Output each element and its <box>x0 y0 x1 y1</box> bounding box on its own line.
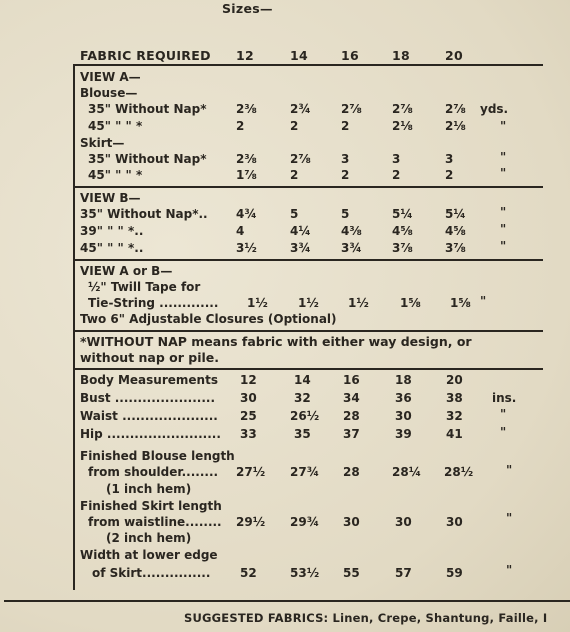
row-label: 35" Without Nap*.. <box>80 207 208 221</box>
unit: " <box>500 239 507 253</box>
blouse-hem-note: (1 inch hem) <box>106 482 192 496</box>
cell: 30 <box>395 409 412 423</box>
view-ab-title: VIEW A or B— <box>80 264 173 278</box>
cell: 33 <box>240 427 257 441</box>
cell: 28½ <box>444 465 474 479</box>
size-header: 12 <box>236 48 254 63</box>
row-label: Hip ......................... <box>80 427 221 441</box>
suggested-fabrics: SUGGESTED FABRICS: Linen, Crepe, Shantung, Faille, I <box>184 611 548 625</box>
cell: 1½ <box>348 296 369 310</box>
cell: 2¾ <box>290 102 311 116</box>
cell: 28 <box>343 465 360 479</box>
row-label: Bust ...................... <box>80 391 216 405</box>
cell: 3 <box>445 152 454 166</box>
cell: 3¾ <box>290 241 311 255</box>
blouse-length-label: Finished Blouse length <box>80 449 235 463</box>
cell: 5¼ <box>445 207 466 221</box>
cell: 30 <box>395 515 412 529</box>
unit: " <box>500 166 507 180</box>
row-label: 35" Without Nap* <box>88 152 207 166</box>
unit: " <box>506 563 513 577</box>
unit: " <box>500 205 507 219</box>
row-label: 45" " " * <box>88 168 143 182</box>
cell: 3⅞ <box>445 241 466 255</box>
tie-string-label: Tie-String ............. <box>88 296 219 310</box>
cell: 29½ <box>236 515 266 529</box>
size-header: 14 <box>294 373 311 387</box>
cell: 3½ <box>236 241 257 255</box>
cell: 4¼ <box>290 224 311 238</box>
unit: yds. <box>480 102 509 116</box>
size-header: 14 <box>290 48 308 63</box>
cell: 5 <box>341 207 350 221</box>
body-measurements-label: Body Measurements <box>80 373 218 387</box>
skirt-length-label-cont: from waistline........ <box>88 515 222 529</box>
cell: 55 <box>343 566 360 580</box>
unit: ins. <box>492 391 517 405</box>
unit: " <box>506 463 513 477</box>
without-nap-note: *WITHOUT NAP means fabric with either way design, or <box>80 334 472 349</box>
fabric-required-heading: FABRIC REQUIRED <box>80 48 211 63</box>
view-a-title: VIEW A— <box>80 70 141 84</box>
cell: 1½ <box>247 296 268 310</box>
cell: 3 <box>392 152 401 166</box>
cell: 38 <box>446 391 463 405</box>
cell: 4⅜ <box>341 224 362 238</box>
twill-tape-label: ½" Twill Tape for <box>88 280 201 294</box>
cell: 35 <box>294 427 311 441</box>
cell: 2 <box>341 168 350 182</box>
skirt-hem-note: (2 inch hem) <box>106 531 192 545</box>
cell: 4⅝ <box>392 224 413 238</box>
cell: 4 <box>236 224 245 238</box>
cell: 2⅛ <box>445 119 466 133</box>
row-label: 45" " " * <box>88 119 143 133</box>
cell: 28¼ <box>392 465 422 479</box>
cell: 1⅝ <box>450 296 471 310</box>
cell: 2⅞ <box>392 102 413 116</box>
cell: 5¼ <box>392 207 413 221</box>
width-label-cont: of Skirt............... <box>92 566 211 580</box>
cell: 2 <box>290 119 299 133</box>
cell: 37 <box>343 427 360 441</box>
cell: 2 <box>445 168 454 182</box>
cell: 30 <box>240 391 257 405</box>
row-label: 35" Without Nap* <box>88 102 207 116</box>
size-header: 20 <box>445 48 463 63</box>
cell: 2⅛ <box>392 119 413 133</box>
cell: 4¾ <box>236 207 257 221</box>
unit: " <box>500 119 507 133</box>
cell: 2 <box>236 119 245 133</box>
divider <box>73 64 543 66</box>
cell: 52 <box>240 566 257 580</box>
cell: 32 <box>294 391 311 405</box>
unit: " <box>500 222 507 236</box>
skirt-label: Skirt— <box>80 136 125 150</box>
cell: 4⅝ <box>445 224 466 238</box>
cell: 53½ <box>290 566 320 580</box>
cell: 2⅞ <box>445 102 466 116</box>
skirt-length-label: Finished Skirt length <box>80 499 222 513</box>
cell: 26½ <box>290 409 320 423</box>
cell: 27¾ <box>290 465 320 479</box>
cell: 25 <box>240 409 257 423</box>
unit: " <box>500 150 507 164</box>
size-header: 18 <box>395 373 412 387</box>
cell: 29¾ <box>290 515 320 529</box>
size-header: 20 <box>446 373 463 387</box>
row-label: Waist ..................... <box>80 409 218 423</box>
row-label: 45" " " *.. <box>80 241 144 255</box>
cell: 36 <box>395 391 412 405</box>
cell: 34 <box>343 391 360 405</box>
view-b-title: VIEW B— <box>80 191 141 205</box>
closures-note: Two 6" Adjustable Closures (Optional) <box>80 312 337 326</box>
width-label: Width at lower edge <box>80 548 218 562</box>
divider <box>73 368 543 370</box>
cell: 3⅞ <box>392 241 413 255</box>
cell: 41 <box>446 427 463 441</box>
size-header: 16 <box>341 48 359 63</box>
cell: 2⅜ <box>236 102 257 116</box>
unit: " <box>480 294 487 308</box>
cell: 30 <box>343 515 360 529</box>
divider <box>73 330 543 332</box>
cell: 32 <box>446 409 463 423</box>
cell: 39 <box>395 427 412 441</box>
size-header: 18 <box>392 48 410 63</box>
cell: 3¾ <box>341 241 362 255</box>
divider <box>73 259 543 261</box>
size-header: 12 <box>240 373 257 387</box>
unit: " <box>500 407 507 421</box>
cell: 1½ <box>298 296 319 310</box>
cell: 30 <box>446 515 463 529</box>
blouse-label: Blouse— <box>80 86 138 100</box>
row-label: 39" " " *.. <box>80 224 144 238</box>
size-header: 16 <box>343 373 360 387</box>
cell: 2⅜ <box>236 152 257 166</box>
cell: 57 <box>395 566 412 580</box>
cell: 27½ <box>236 465 266 479</box>
cell: 28 <box>343 409 360 423</box>
cell: 59 <box>446 566 463 580</box>
footer-rule <box>4 600 570 602</box>
cell: 2⅞ <box>341 102 362 116</box>
cell: 5 <box>290 207 299 221</box>
blouse-length-label-cont: from shoulder........ <box>88 465 219 479</box>
cell: 3 <box>341 152 350 166</box>
cell: 2⅞ <box>290 152 311 166</box>
table-left-border <box>73 64 75 590</box>
cell: 2 <box>290 168 299 182</box>
without-nap-note-cont: without nap or pile. <box>80 350 220 365</box>
cell: 2 <box>341 119 350 133</box>
unit: " <box>500 425 507 439</box>
unit: " <box>506 511 513 525</box>
cell: 2 <box>392 168 401 182</box>
sizes-label: Sizes— <box>222 1 273 16</box>
divider <box>73 186 543 188</box>
cell: 1⅝ <box>400 296 421 310</box>
cell: 1⅞ <box>236 168 257 182</box>
